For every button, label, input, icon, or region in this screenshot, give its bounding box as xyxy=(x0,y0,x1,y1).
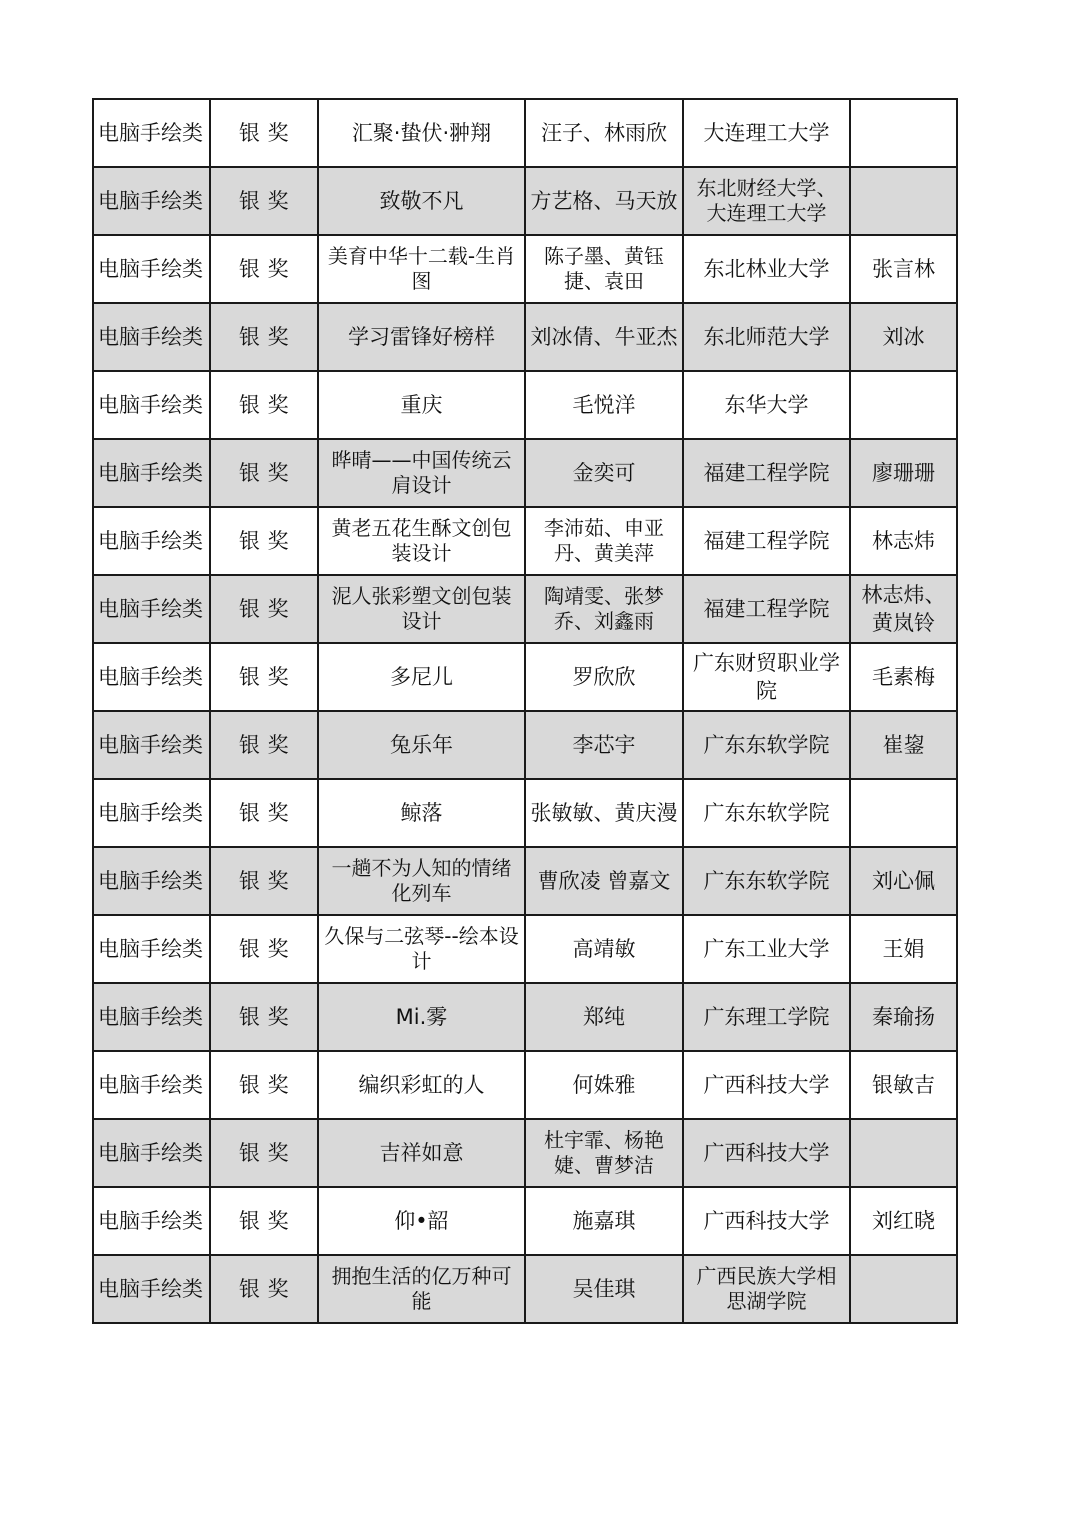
authors-cell: 高靖敏 xyxy=(525,915,683,983)
category-cell: 电脑手绘类 xyxy=(93,711,210,779)
category-cell: 电脑手绘类 xyxy=(93,915,210,983)
category-cell: 电脑手绘类 xyxy=(93,99,210,167)
title-cell: 鲸落 xyxy=(318,779,525,847)
title-cell: 致敬不凡 xyxy=(318,167,525,235)
school-cell: 广西科技大学 xyxy=(683,1187,850,1255)
title-cell: 吉祥如意 xyxy=(318,1119,525,1187)
title-cell: 黄老五花生酥文创包装设计 xyxy=(318,507,525,575)
table-row xyxy=(93,371,957,439)
table-row xyxy=(93,1051,957,1119)
advisor-cell xyxy=(850,1255,957,1323)
school-cell: 广西科技大学 xyxy=(683,1119,850,1187)
category-cell: 电脑手绘类 xyxy=(93,1051,210,1119)
advisor-cell xyxy=(850,779,957,847)
table-row xyxy=(93,915,957,983)
title-cell: 久保与二弦琴--绘本设计 xyxy=(318,915,525,983)
school-cell: 广西科技大学 xyxy=(683,1051,850,1119)
authors-cell: 刘冰倩、牛亚杰 xyxy=(525,303,683,371)
advisor-cell: 崔鋆 xyxy=(850,711,957,779)
title-cell: Mi.雾 xyxy=(318,983,525,1051)
table-row xyxy=(93,575,957,643)
advisor-cell: 刘冰 xyxy=(850,303,957,371)
title-cell: 美育中华十二载-生肖图 xyxy=(318,235,525,303)
award-cell: 银 奖 xyxy=(210,711,318,779)
award-table-body xyxy=(93,99,957,1323)
advisor-cell: 毛素梅 xyxy=(850,643,957,711)
authors-cell: 曹欣凌 曾嘉文 xyxy=(525,847,683,915)
school-cell: 东北财经大学、大连理工大学 xyxy=(683,167,850,235)
title-cell: 晔晴——中国传统云肩设计 xyxy=(318,439,525,507)
school-cell: 大连理工大学 xyxy=(683,99,850,167)
advisor-cell xyxy=(850,99,957,167)
authors-cell: 李芯宇 xyxy=(525,711,683,779)
table-row xyxy=(93,983,957,1051)
award-cell: 银 奖 xyxy=(210,507,318,575)
authors-cell: 施嘉琪 xyxy=(525,1187,683,1255)
table-row xyxy=(93,643,957,711)
school-cell: 广东财贸职业学院 xyxy=(683,643,850,711)
advisor-cell: 秦瑜扬 xyxy=(850,983,957,1051)
category-cell: 电脑手绘类 xyxy=(93,847,210,915)
title-cell: 学习雷锋好榜样 xyxy=(318,303,525,371)
award-cell: 银 奖 xyxy=(210,1119,318,1187)
title-cell: 仰•韶 xyxy=(318,1187,525,1255)
table-row xyxy=(93,711,957,779)
award-cell: 银 奖 xyxy=(210,779,318,847)
table-row xyxy=(93,1255,957,1323)
award-cell: 银 奖 xyxy=(210,575,318,643)
advisor-cell: 廖珊珊 xyxy=(850,439,957,507)
award-cell: 银 奖 xyxy=(210,1255,318,1323)
authors-cell: 毛悦洋 xyxy=(525,371,683,439)
table-row xyxy=(93,439,957,507)
award-cell: 银 奖 xyxy=(210,983,318,1051)
advisor-cell xyxy=(850,1119,957,1187)
award-cell: 银 奖 xyxy=(210,643,318,711)
title-cell: 重庆 xyxy=(318,371,525,439)
award-cell: 银 奖 xyxy=(210,1187,318,1255)
title-cell: 一趟不为人知的情绪化列车 xyxy=(318,847,525,915)
award-cell: 银 奖 xyxy=(210,847,318,915)
school-cell: 东北林业大学 xyxy=(683,235,850,303)
award-table xyxy=(92,98,958,1324)
award-cell: 银 奖 xyxy=(210,915,318,983)
title-cell: 多尼儿 xyxy=(318,643,525,711)
category-cell: 电脑手绘类 xyxy=(93,643,210,711)
award-cell: 银 奖 xyxy=(210,371,318,439)
title-cell: 汇聚·蛰伏·翀翔 xyxy=(318,99,525,167)
award-cell: 银 奖 xyxy=(210,439,318,507)
authors-cell: 何姝雅 xyxy=(525,1051,683,1119)
advisor-cell: 刘心佩 xyxy=(850,847,957,915)
category-cell: 电脑手绘类 xyxy=(93,779,210,847)
award-cell: 银 奖 xyxy=(210,99,318,167)
advisor-cell xyxy=(850,371,957,439)
authors-cell: 李沛茹、申亚丹、黄美萍 xyxy=(525,507,683,575)
category-cell: 电脑手绘类 xyxy=(93,575,210,643)
advisor-cell: 张言林 xyxy=(850,235,957,303)
award-cell: 银 奖 xyxy=(210,303,318,371)
award-cell: 银 奖 xyxy=(210,235,318,303)
table-row xyxy=(93,167,957,235)
category-cell: 电脑手绘类 xyxy=(93,1119,210,1187)
school-cell: 东北师范大学 xyxy=(683,303,850,371)
category-cell: 电脑手绘类 xyxy=(93,507,210,575)
table-row xyxy=(93,507,957,575)
table-row xyxy=(93,1187,957,1255)
category-cell: 电脑手绘类 xyxy=(93,983,210,1051)
authors-cell: 陶靖雯、张梦乔、刘鑫雨 xyxy=(525,575,683,643)
advisor-cell xyxy=(850,167,957,235)
table-row xyxy=(93,847,957,915)
category-cell: 电脑手绘类 xyxy=(93,1187,210,1255)
authors-cell: 杜宇霏、杨艳婕、曹梦洁 xyxy=(525,1119,683,1187)
category-cell: 电脑手绘类 xyxy=(93,1255,210,1323)
award-cell: 银 奖 xyxy=(210,1051,318,1119)
advisor-cell: 银敏吉 xyxy=(850,1051,957,1119)
category-cell: 电脑手绘类 xyxy=(93,235,210,303)
authors-cell: 罗欣欣 xyxy=(525,643,683,711)
authors-cell: 郑纯 xyxy=(525,983,683,1051)
award-cell: 银 奖 xyxy=(210,167,318,235)
school-cell: 广东东软学院 xyxy=(683,779,850,847)
advisor-cell: 林志炜 xyxy=(850,507,957,575)
advisor-cell: 林志炜、黄岚铃 xyxy=(850,575,957,643)
advisor-cell: 王娟 xyxy=(850,915,957,983)
table-row xyxy=(93,235,957,303)
table-row xyxy=(93,1119,957,1187)
category-cell: 电脑手绘类 xyxy=(93,167,210,235)
school-cell: 福建工程学院 xyxy=(683,439,850,507)
table-row xyxy=(93,779,957,847)
authors-cell: 吴佳琪 xyxy=(525,1255,683,1323)
category-cell: 电脑手绘类 xyxy=(93,371,210,439)
table-row xyxy=(93,99,957,167)
title-cell: 编织彩虹的人 xyxy=(318,1051,525,1119)
authors-cell: 张敏敏、黄庆漫 xyxy=(525,779,683,847)
school-cell: 福建工程学院 xyxy=(683,575,850,643)
school-cell: 广东工业大学 xyxy=(683,915,850,983)
advisor-cell: 刘红晓 xyxy=(850,1187,957,1255)
school-cell: 广东理工学院 xyxy=(683,983,850,1051)
title-cell: 拥抱生活的亿万种可能 xyxy=(318,1255,525,1323)
school-cell: 广西民族大学相思湖学院 xyxy=(683,1255,850,1323)
authors-cell: 陈子墨、黄钰捷、袁田 xyxy=(525,235,683,303)
school-cell: 东华大学 xyxy=(683,371,850,439)
title-cell: 泥人张彩塑文创包装设计 xyxy=(318,575,525,643)
table-row xyxy=(93,303,957,371)
authors-cell: 汪子、林雨欣 xyxy=(525,99,683,167)
school-cell: 福建工程学院 xyxy=(683,507,850,575)
school-cell: 广东东软学院 xyxy=(683,847,850,915)
authors-cell: 金奕可 xyxy=(525,439,683,507)
category-cell: 电脑手绘类 xyxy=(93,439,210,507)
authors-cell: 方艺格、马天放 xyxy=(525,167,683,235)
title-cell: 兔乐年 xyxy=(318,711,525,779)
school-cell: 广东东软学院 xyxy=(683,711,850,779)
category-cell: 电脑手绘类 xyxy=(93,303,210,371)
